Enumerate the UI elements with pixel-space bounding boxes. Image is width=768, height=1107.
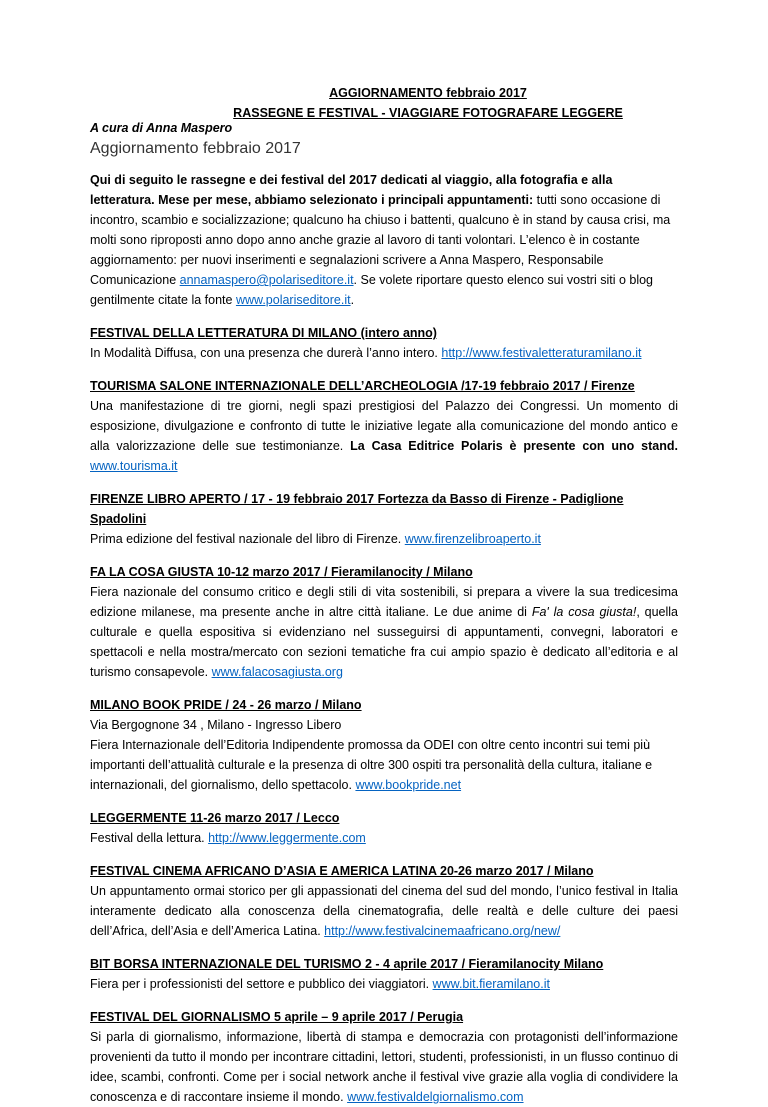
section-link[interactable]: www.festivaldelgiornalismo.com [347,1090,524,1104]
section-title-suffix: - Padiglione Spadolini [90,492,624,526]
section-title: BIT BORSA INTERNAZIONALE DEL TURISMO 2 - 4 aprile 2017 / Fieramilanocity Milano [90,957,604,971]
section-link[interactable]: www.falacosagiusta.org [211,665,343,679]
section-text: Festival della lettura. [90,831,209,845]
section-title: FA LA COSA GIUSTA 10-12 marzo 2017 / Fieramilanocity / Milano [90,565,473,579]
email-link[interactable]: annamaspero@polariseditore.it [179,273,354,287]
doc-header-title: RASSEGNE E FESTIVAL - VIAGGIARE FOTOGRAFARE LEGGERE [233,106,623,120]
section-body [90,1027,678,1107]
section-tourisma [90,376,678,476]
section-body [90,343,678,363]
intro-paragraph [90,170,678,310]
section-italic-text: Fa' la cosa giusta! [531,605,637,619]
intro-text-1: tutti sono occasione di incontro, scambio e socializzazione; qualcuno ha chiuso i battenti, qualcuno è in stand by causa crisi, ma molti sono riproposti anno dopo anno anche grazie al lavoro di tanti volontari. L’elenco è in costante aggiornamento: per nuovi inserimenti e segnalazioni scrivere a Anna Maspero, Responsabile Comunicazione [90,193,671,287]
section-title: TOURISMA SALONE INTERNAZIONALE DELL’ARCHEOLOGIA /17-19 febbraio 2017 / Firenze [90,379,635,393]
section-address: Via Bergognone 34 , Milano - Ingresso Libero [90,718,342,732]
section-text: In Modalità Diffusa, con una presenza che durerà l’anno intero. [90,346,442,360]
section-text: Fiera per i professionisti del settore e pubblico dei viaggiatori. [90,977,433,991]
intro-text-2: . Se volete riportare questo elenco sui vostri siti o blog gentilmente citate la fonte [90,273,654,307]
section-leggermente [90,808,678,848]
section-body [90,881,678,941]
section-link[interactable]: http://www.festivalcinemaafricano.org/new/ [324,924,561,938]
site-link[interactable]: www.polariseditore.it [235,293,351,307]
intro-bold-mid: Mese per mese, abbiamo selezionato i principali appuntamenti: [158,193,534,207]
section-title: FESTIVAL CINEMA AFRICANO D’ASIA E AMERICA LATINA 20-26 marzo 2017 / Milano [90,864,594,878]
section-link[interactable]: http://www.leggermente.com [208,831,366,845]
section-link[interactable]: www.firenzelibroaperto.it [404,532,541,546]
section-festival-letteratura [90,323,678,363]
section-title [90,489,678,529]
section-body [90,582,678,682]
section-fa-la-cosa-giusta [90,562,678,682]
section-giornalismo [90,1007,678,1107]
section-text: Un appuntamento ormai storico per gli appassionati del cinema del sud del mondo, l’unico festival in Italia interamente dedicato alla conoscenza della cinematografia, delle realtà e delle culture dei paesi dell’Africa, dell’Asia e dell’America Latina. [90,884,678,938]
section-text-2: , quella culturale e quella espositiva si evidenziano nel susseguirsi di appuntamenti, convegni, laboratori e spettacoli e nella mostra/mercato con sezioni tematiche fra cui ampio spazio è dedicato all’editoria e al turismo consapevole. [90,605,678,679]
doc-header-update: AGGIORNAMENTO febbraio 2017 [329,86,527,100]
section-body [90,529,678,549]
section-title: FESTIVAL DEL GIORNALISMO 5 aprile – 9 aprile 2017 / Perugia [90,1010,464,1024]
section-body [90,396,678,476]
section-text: Prima edizione del festival nazionale del libro di Firenze. [90,532,405,546]
section-cinema-africano [90,861,678,941]
section-body [90,735,678,795]
section-link[interactable]: www.tourisma.it [90,459,178,473]
section-bold-text: La Casa Editrice Polaris è presente con uno stand. [350,439,678,453]
section-title: FESTIVAL DELLA LETTERATURA DI MILANO (intero anno) [90,326,437,340]
section-text: Si parla di giornalismo, informazione, libertà di stampa e democrazia con protagonisti dell’informazione provenienti da tutto il mondo per incontrare cittadini, lettori, studenti, professionisti, in un flusso continuo di idee, scambi, confronti. Come per i social network anche il festival vive grazie alla voglia di condividere la conoscenza e di raccontare insieme il mondo. [90,1030,678,1104]
section-text: Una manifestazione di tre giorni, negli spazi prestigiosi del Palazzo dei Congressi. Un momento di esposizione, divulgazione e confronto di tutte le iniziative legate alla comunicazione del mondo antico e alla valorizzazione delle sue testimonianze. [90,399,678,453]
section-body [90,828,678,848]
section-firenze-libro-aperto [90,489,678,549]
section-text: Fiera Internazionale dell’Editoria Indipendente promossa da ODEI con oltre cento incontri sui temi più importanti dell’attualità culturale e la presenza di oltre 300 ospiti tra personalità della cultura, italiane e internazionali, del giornalismo, dello spettacolo. [90,738,653,792]
section-book-pride [90,695,678,795]
curator-line: A cura di Anna Maspero [90,121,233,135]
section-title: LEGGERMENTE 11-26 marzo 2017 / Lecco [90,811,340,825]
intro-text-3: . [350,293,355,307]
section-link[interactable]: http://www.festivaletteraturamilano.it [441,346,642,360]
section-text: Fiera nazionale del consumo critico e degli stili di vita sostenibili, si prepara a vivere la sua tredicesima edizione milanese, ma presente anche in altre città italiane. Le due anime di [90,585,678,619]
section-title: MILANO BOOK PRIDE / 24 - 26 marzo / Milano [90,698,362,712]
section-bit [90,954,678,994]
section-title-main: FIRENZE LIBRO APERTO / 17 - 19 febbraio 2017 Fortezza da Basso di Firenze [90,492,550,506]
section-body [90,974,678,994]
section-link[interactable]: www.bit.fieramilano.it [432,977,550,991]
section-link[interactable]: www.bookpride.net [355,778,462,792]
intro-bold-lead: Qui di seguito le rassegne e dei festival del 2017 dedicati al viaggio, alla fotografia e alla letteratura. [90,173,613,207]
doc-subtitle: Aggiornamento febbraio 2017 [90,140,301,157]
